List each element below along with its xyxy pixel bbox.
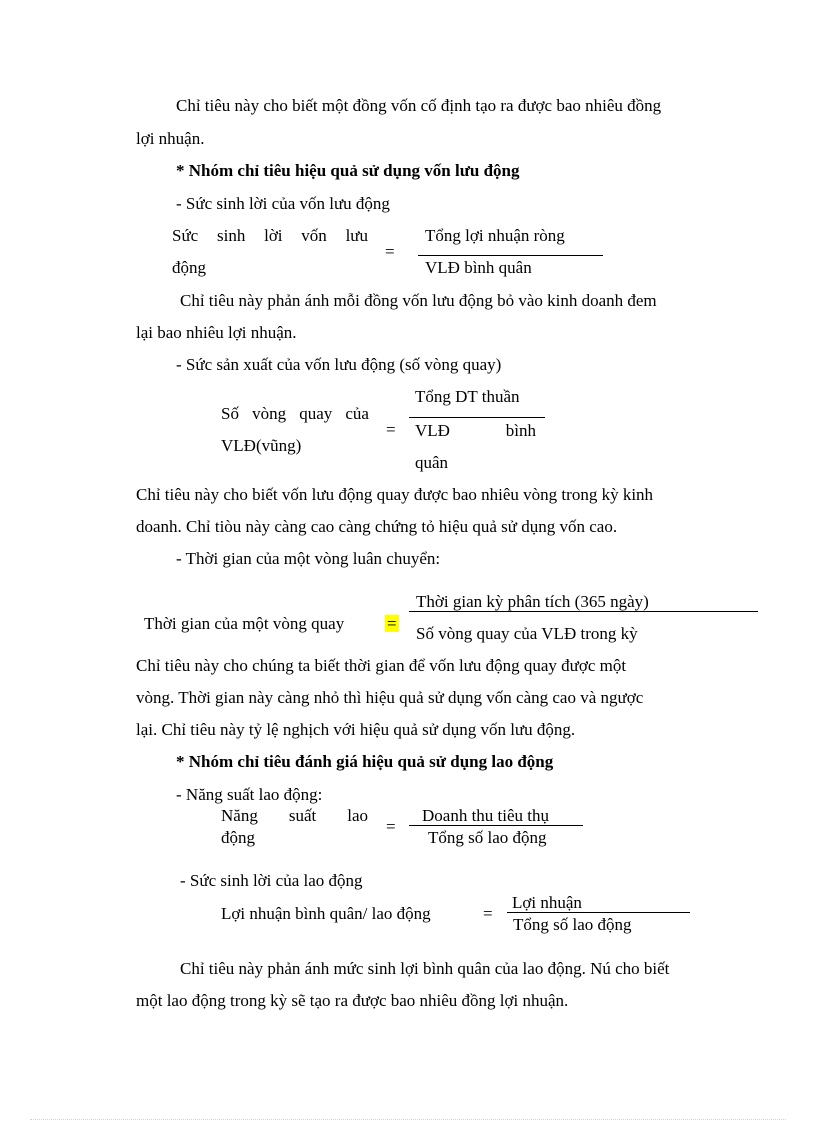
formula-2-denominator-word: bình (505, 421, 536, 440)
paragraph-4-line-2: vòng. Thời gian này càng nhỏ thì hiệu quả sử dụng vốn càng cao và ngược (136, 688, 644, 707)
formula-2-lhs-word: Số (221, 404, 239, 423)
paragraph-4-line-3: lại. Chỉ tiêu này tỷ lệ nghịch với hiệu quả sử dụng vốn lưu động. (136, 720, 576, 739)
formula-2-lhs-word: quay (299, 404, 333, 423)
bullet-turnover-time: - Thời gian của một vòng luân chuyển: (176, 549, 441, 568)
formula-4-numerator: Doanh thu tiêu thụ (422, 806, 550, 825)
bullet-labor-productivity: - Năng suất lao động: (176, 785, 323, 804)
heading-labor: * Nhóm chỉ tiêu đánh giá hiệu quả sử dụng lao động (176, 752, 554, 771)
formula-4-lhs-word: Năng (221, 806, 258, 825)
formula-2-equals: = (386, 420, 396, 439)
bullet-productivity: - Sức sản xuất của vốn lưu động (số vòng quay) (176, 355, 502, 374)
formula-4-lhs-word: lao (347, 806, 368, 825)
paragraph-4-line-1: Chỉ tiêu này cho chúng ta biết thời gian để vốn lưu động quay được một (136, 656, 627, 675)
bullet-profitability: - Sức sinh lời của vốn lưu động (176, 194, 390, 213)
formula-5-lhs: Lợi nhuận bình quân/ lao động (221, 904, 431, 923)
formula-3-equals: = (387, 614, 397, 633)
formula-1-lhs-word: Sức (172, 226, 199, 245)
formula-3-fraction-bar (409, 611, 758, 612)
formula-1-lhs-word: vốn (301, 226, 327, 245)
formula-1-fraction-bar (418, 255, 603, 256)
formula-2-denominator-word: VLĐ (415, 421, 450, 440)
formula-1-lhs-word: lưu (345, 226, 368, 245)
formula-1-equals: = (385, 242, 395, 261)
paragraph-2-line-2: lại bao nhiêu lợi nhuận. (136, 323, 297, 342)
formula-4-equals: = (386, 817, 396, 836)
formula-1-numerator: Tổng lợi nhuận ròng (425, 226, 565, 245)
paragraph-5-line-2: một lao động trong kỳ sẽ tạo ra được bao nhiêu đồng lợi nhuận. (136, 991, 569, 1010)
formula-1-lhs-line-2: động (172, 258, 206, 277)
formula-2-lhs-word: vòng (252, 404, 287, 423)
formula-4-lhs-word: suất (288, 806, 317, 825)
formula-4-lhs-line-2: động (221, 828, 255, 847)
formula-1-denominator: VLĐ bình quân (425, 258, 532, 277)
paragraph-3-line-1: Chỉ tiêu này cho biết vốn lưu động quay được bao nhiêu vòng trong kỳ kinh (136, 485, 654, 504)
formula-5-fraction-bar (507, 912, 690, 913)
formula-2-lhs-word: của (345, 404, 369, 423)
bullet-labor-profitability: - Sức sinh lời của lao động (180, 871, 363, 890)
page-bottom-rule (30, 1119, 786, 1120)
formula-5-denominator: Tổng số lao động (513, 915, 632, 934)
formula-3-denominator: Số vòng quay của VLĐ trong kỳ (416, 624, 638, 643)
heading-working-capital: * Nhóm chỉ tiêu hiệu quả sử dụng vốn lưu động (176, 161, 520, 180)
paragraph-1-line-2: lợi nhuận. (136, 129, 205, 148)
formula-1-lhs-line-1 (172, 227, 368, 244)
formula-3-lhs: Thời gian của một vòng quay (144, 614, 345, 633)
formula-4-fraction-bar (409, 825, 583, 826)
formula-5-numerator: Lợi nhuận (512, 893, 582, 912)
formula-5-equals: = (483, 904, 493, 923)
formula-2-lhs-line-1 (221, 405, 369, 422)
paragraph-3-line-2: doanh. Chỉ tiòu này càng cao càng chứng tỏ hiệu quả sử dụng vốn cao. (136, 517, 618, 536)
formula-4-lhs-line-1 (221, 807, 368, 824)
formula-3-numerator: Thời gian kỳ phân tích (365 ngày) (416, 592, 649, 611)
paragraph-5-line-1: Chỉ tiêu này phản ánh mức sinh lợi bình quân của lao động. Nú cho biết (180, 959, 670, 978)
formula-2-fraction-bar (409, 417, 545, 418)
formula-2-denominator-line-1 (415, 422, 536, 439)
formula-2-denominator-line-2: quân (415, 453, 449, 472)
formula-2-numerator: Tổng DT thuần (415, 387, 520, 406)
paragraph-2-line-1: Chỉ tiêu này phản ánh mỗi đồng vốn lưu động bỏ vào kinh doanh đem (180, 291, 657, 310)
formula-1-lhs-word: lời (264, 226, 283, 245)
formula-2-lhs-line-2: VLĐ(vũng) (221, 436, 302, 455)
formula-1-lhs-word: sinh (216, 226, 246, 245)
paragraph-1-line-1: Chỉ tiêu này cho biết một đồng vốn cố định tạo ra được bao nhiêu đồng (176, 96, 662, 115)
formula-4-denominator: Tổng số lao động (428, 828, 547, 847)
